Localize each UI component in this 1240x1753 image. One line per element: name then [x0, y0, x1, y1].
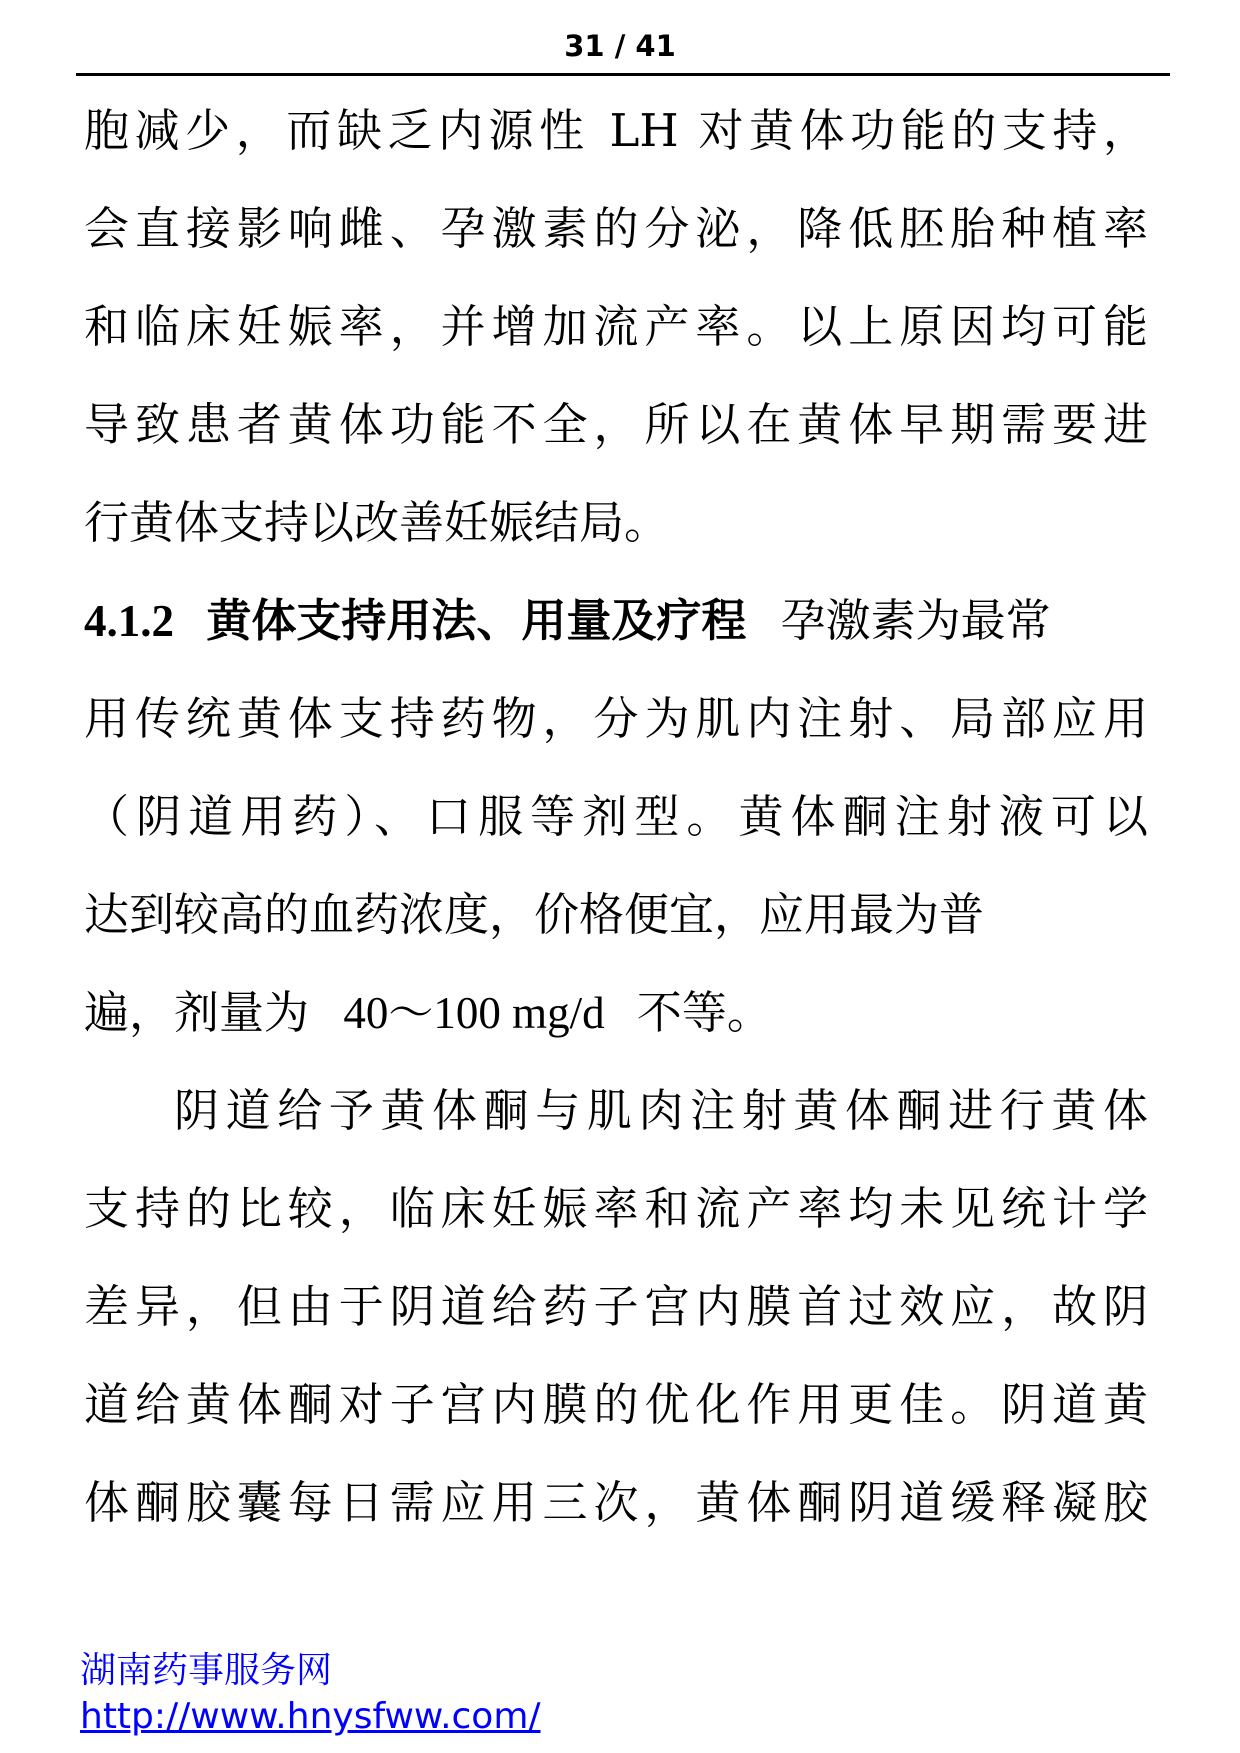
text-line: 会直接影响雌、孕激素的分泌，降低胚胎种植率	[84, 202, 1148, 255]
section-lead-text: 孕激素为最常	[780, 594, 1051, 647]
text-line: 导致患者黄体功能不全，所以在黄体早期需要进	[84, 398, 1148, 451]
text-line: 差异，但由于阴道给药子宫内膜首过效应，故阴	[84, 1280, 1148, 1333]
text-line: 用传统黄体支持药物，分为肌内注射、局部应用	[84, 692, 1148, 745]
text-line: 体酮胶囊每日需应用三次，黄体酮阴道缓释凝胶	[84, 1476, 1148, 1529]
document-body	[84, 82, 1148, 1552]
text-line: 行黄体支持以改善妊娠结局。	[84, 496, 670, 549]
dosage-prefix: 遍，剂量为	[84, 986, 310, 1039]
text-line: （阴道用药）、口服等剂型。黄体酮注射液可以	[84, 790, 1148, 843]
page-number: 31 / 41	[564, 29, 676, 63]
paragraph-first-line: 阴道给予黄体酮与肌肉注射黄体酮进行黄体	[174, 1084, 1148, 1137]
section-number: 4.1.2	[84, 596, 174, 646]
dosage-suffix: 不等。	[636, 986, 772, 1039]
text-line: 胞减少，而缺乏内源性 LH 对黄体功能的支持，	[84, 104, 1148, 157]
dosage-line	[84, 964, 1148, 1062]
section-heading-line	[84, 572, 1148, 670]
footer-site-link[interactable]: http://www.hnysfww.com/	[80, 1696, 541, 1737]
header-divider	[76, 73, 1170, 76]
page-footer	[80, 1648, 541, 1740]
dosage-value: 40～100 mg/d	[343, 988, 605, 1038]
text-line: 道给黄体酮对子宫内膜的优化作用更佳。阴道黄	[84, 1378, 1148, 1431]
text-line: 支持的比较，临床妊娠率和流产率均未见统计学	[84, 1182, 1148, 1235]
footer-site-name: 湖南药事服务网	[80, 1650, 333, 1691]
section-title: 黄体支持用法、用量及疗程	[206, 594, 747, 647]
text-line: 达到较高的血药浓度，价格便宜，应用最为普	[84, 888, 985, 941]
text-line: 和临床妊娠率，并增加流产率。以上原因均可能	[84, 300, 1148, 353]
